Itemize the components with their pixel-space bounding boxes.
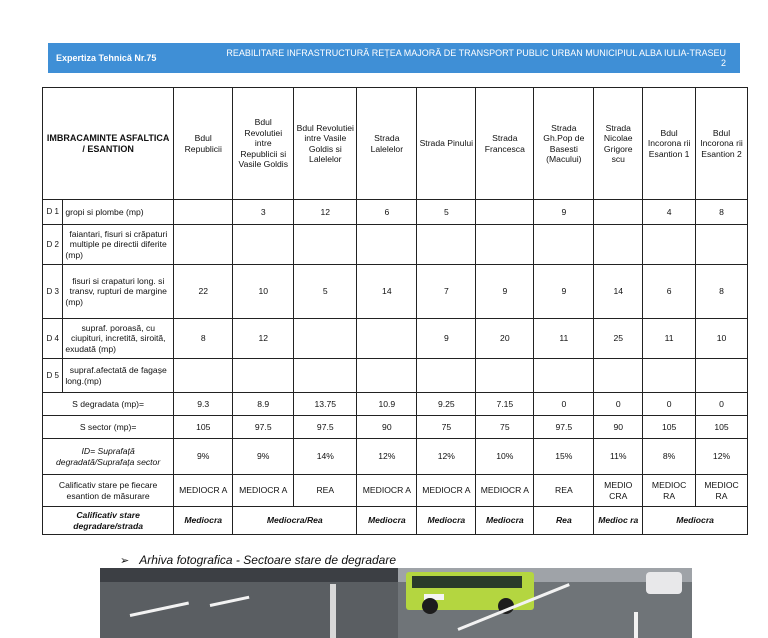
- table-cell: 10: [696, 319, 748, 359]
- table-cell: 9: [417, 319, 476, 359]
- table-cell: 25: [594, 319, 643, 359]
- final-rating-cell: Mediocra/Rea: [233, 507, 357, 535]
- table-cell: 105: [174, 416, 233, 439]
- road-photo-icon: [100, 568, 398, 638]
- table-cell: MEDIO CRA: [594, 475, 643, 507]
- table-cell: 13.75: [294, 393, 357, 416]
- table-cell: 12: [233, 319, 294, 359]
- defect-label: supraf. poroasă, cu ciupituri, incretită, siroită, exudată (mp): [63, 319, 174, 359]
- column-header: Strada Pinului: [417, 88, 476, 200]
- table-cell: 8: [696, 265, 748, 319]
- defect-row: [43, 319, 748, 359]
- table-cell: 5: [294, 265, 357, 319]
- table-cell: [233, 359, 294, 393]
- final-rating-cell: Mediocra: [417, 507, 476, 535]
- table-cell: MEDIOC RA: [696, 475, 748, 507]
- table-cell: 97.5: [534, 416, 594, 439]
- column-header: Strada Francesca: [476, 88, 534, 200]
- table-cell: [417, 359, 476, 393]
- lane-marking: [130, 602, 189, 617]
- column-header: Strada Lalelelor: [357, 88, 417, 200]
- table-cell: [643, 225, 696, 265]
- column-header: Bdul Incorona rii Esantion 1: [643, 88, 696, 200]
- table-cell: 22: [174, 265, 233, 319]
- table-cell: 12: [294, 200, 357, 225]
- table-cell: 20: [476, 319, 534, 359]
- final-rating-cell: Medioc ra: [594, 507, 643, 535]
- defect-row: [43, 265, 748, 319]
- expertise-number: Expertiza Tehnică Nr.75: [56, 53, 157, 63]
- table-cell: 4: [643, 200, 696, 225]
- table-cell: [357, 319, 417, 359]
- table-cell: 8: [696, 200, 748, 225]
- table-cell: 9: [476, 265, 534, 319]
- table-cell: 14%: [294, 439, 357, 475]
- defect-code: D 1: [43, 200, 63, 225]
- table-cell: 14: [357, 265, 417, 319]
- table-cell: [696, 225, 748, 265]
- table-cell: [696, 359, 748, 393]
- final-rating-cell: Mediocra: [174, 507, 233, 535]
- defect-row: [43, 200, 748, 225]
- header-row: [43, 88, 748, 200]
- table-cell: 0: [594, 393, 643, 416]
- table-cell: 8: [174, 319, 233, 359]
- table-cell: 97.5: [294, 416, 357, 439]
- id-row-label: ID= Suprafață degradată/Suprafața sector: [43, 439, 174, 475]
- column-header: Strada Nicolae Grigore scu: [594, 88, 643, 200]
- calificativ-row: [43, 475, 748, 507]
- defect-label: faiantari, fisuri si crăpaturi multiple pe directii diferite (mp): [63, 225, 174, 265]
- table-cell: 8.9: [233, 393, 294, 416]
- table-cell: 8%: [643, 439, 696, 475]
- table-cell: 9: [534, 200, 594, 225]
- table-cell: [476, 200, 534, 225]
- column-header: Bdul Republicii: [174, 88, 233, 200]
- s-sector-row: [43, 416, 748, 439]
- table-cell: 75: [476, 416, 534, 439]
- curb: [330, 584, 336, 638]
- column-header: Strada Gh.Pop de Basesti (Macului): [534, 88, 594, 200]
- table-cell: [294, 359, 357, 393]
- table-cell: [357, 225, 417, 265]
- table-cell: 75: [417, 416, 476, 439]
- lane-marking: [210, 596, 250, 607]
- table-cell: 6: [643, 265, 696, 319]
- table-cell: [594, 225, 643, 265]
- table-cell: 11: [534, 319, 594, 359]
- project-title: REABILITARE INFRASTRUCTURĂ REȚEA MAJORĂ DE TRANSPORT PUBLIC URBAN MUNICIPIUL ALBA IULIA-TRASEU 2: [226, 48, 726, 68]
- table-cell: 9%: [174, 439, 233, 475]
- photo-archive-title: Arhiva fotografica - Sectoare stare de degradare: [139, 553, 397, 567]
- column-header: Bdul Revolutiei intre Republicii si Vasile Goldis: [233, 88, 294, 200]
- s-degradata-row: [43, 393, 748, 416]
- s-sector-label: S sector (mp)=: [43, 416, 174, 439]
- table-cell: [594, 200, 643, 225]
- table-cell: [594, 359, 643, 393]
- table-cell: [294, 225, 357, 265]
- car-icon: [646, 572, 682, 594]
- table-cell: MEDIOCR A: [357, 475, 417, 507]
- table-cell: [534, 225, 594, 265]
- table-cell: 90: [357, 416, 417, 439]
- column-header: Bdul Revolutiei intre Vasile Goldis si Lalelelor: [294, 88, 357, 200]
- arrow-bullet-icon: ➢: [120, 554, 130, 567]
- table-cell: 10.9: [357, 393, 417, 416]
- table-cell: 9%: [233, 439, 294, 475]
- table-cell: 0: [643, 393, 696, 416]
- defect-code: D 4: [43, 319, 63, 359]
- final-rating-cell: Mediocra: [357, 507, 417, 535]
- table-cell: 11%: [594, 439, 643, 475]
- table-cell: 105: [643, 416, 696, 439]
- road-bus-photo-icon: [398, 568, 692, 638]
- table-cell: 0: [696, 393, 748, 416]
- defect-label: fisuri si crapaturi long. si transv, rupturi de margine (mp): [63, 265, 174, 319]
- table-cell: MEDIOC RA: [643, 475, 696, 507]
- table-cell: [534, 359, 594, 393]
- table-cell: 97.5: [233, 416, 294, 439]
- table-cell: [174, 225, 233, 265]
- table-cell: 11: [643, 319, 696, 359]
- table-cell: 10%: [476, 439, 534, 475]
- column-header: Bdul Incorona rii Esantion 2: [696, 88, 748, 200]
- table-cell: [476, 225, 534, 265]
- id-row-row: [43, 439, 748, 475]
- table-cell: [357, 359, 417, 393]
- table-cell: [233, 225, 294, 265]
- defect-row: [43, 225, 748, 265]
- table-cell: 3: [233, 200, 294, 225]
- table-cell: REA: [534, 475, 594, 507]
- table-cell: [417, 225, 476, 265]
- table-cell: 90: [594, 416, 643, 439]
- table-cell: [294, 319, 357, 359]
- final-rating-cell: Mediocra: [643, 507, 748, 535]
- lane-marking: [634, 612, 638, 638]
- table-cell: MEDIOCR A: [233, 475, 294, 507]
- table-cell: 10: [233, 265, 294, 319]
- table-cell: MEDIOCR A: [417, 475, 476, 507]
- calificativ-label: Calificativ stare pe fiecare esantion de măsurare: [43, 475, 174, 507]
- table-cell: 12%: [417, 439, 476, 475]
- table-cell: [643, 359, 696, 393]
- table-cell: 6: [357, 200, 417, 225]
- s-degradata-label: S degradata (mp)=: [43, 393, 174, 416]
- table-cell: 9: [534, 265, 594, 319]
- road-edge: [100, 568, 398, 582]
- table-cell: MEDIOCR A: [476, 475, 534, 507]
- corner-title: IMBRACAMINTE ASFALTICA / ESANTION: [43, 88, 174, 200]
- defect-label: gropi si plombe (mp): [63, 200, 174, 225]
- final-rating-row: [43, 507, 748, 535]
- document-header-banner: [48, 43, 740, 73]
- table-cell: 15%: [534, 439, 594, 475]
- defect-row: [43, 359, 748, 393]
- degradation-table: [42, 87, 748, 535]
- table-cell: [174, 200, 233, 225]
- defect-code: D 5: [43, 359, 63, 393]
- final-rating-cell: Rea: [534, 507, 594, 535]
- table-cell: 7.15: [476, 393, 534, 416]
- table-cell: [476, 359, 534, 393]
- table-cell: 105: [696, 416, 748, 439]
- table-cell: MEDIOCR A: [174, 475, 233, 507]
- table-cell: 12%: [696, 439, 748, 475]
- table-cell: [174, 359, 233, 393]
- table-cell: 9.3: [174, 393, 233, 416]
- table-cell: 9.25: [417, 393, 476, 416]
- defect-code: D 3: [43, 265, 63, 319]
- final-rating-cell: Mediocra: [476, 507, 534, 535]
- photo-archive-heading: [120, 553, 396, 567]
- table-cell: 5: [417, 200, 476, 225]
- table-cell: 12%: [357, 439, 417, 475]
- defect-label: supraf.afectată de fagașe long.(mp): [63, 359, 174, 393]
- table-cell: 14: [594, 265, 643, 319]
- table-cell: 0: [534, 393, 594, 416]
- table-cell: REA: [294, 475, 357, 507]
- defect-code: D 2: [43, 225, 63, 265]
- final-rating-label: Calificativ stare degradare/strada: [43, 507, 174, 535]
- table-cell: 7: [417, 265, 476, 319]
